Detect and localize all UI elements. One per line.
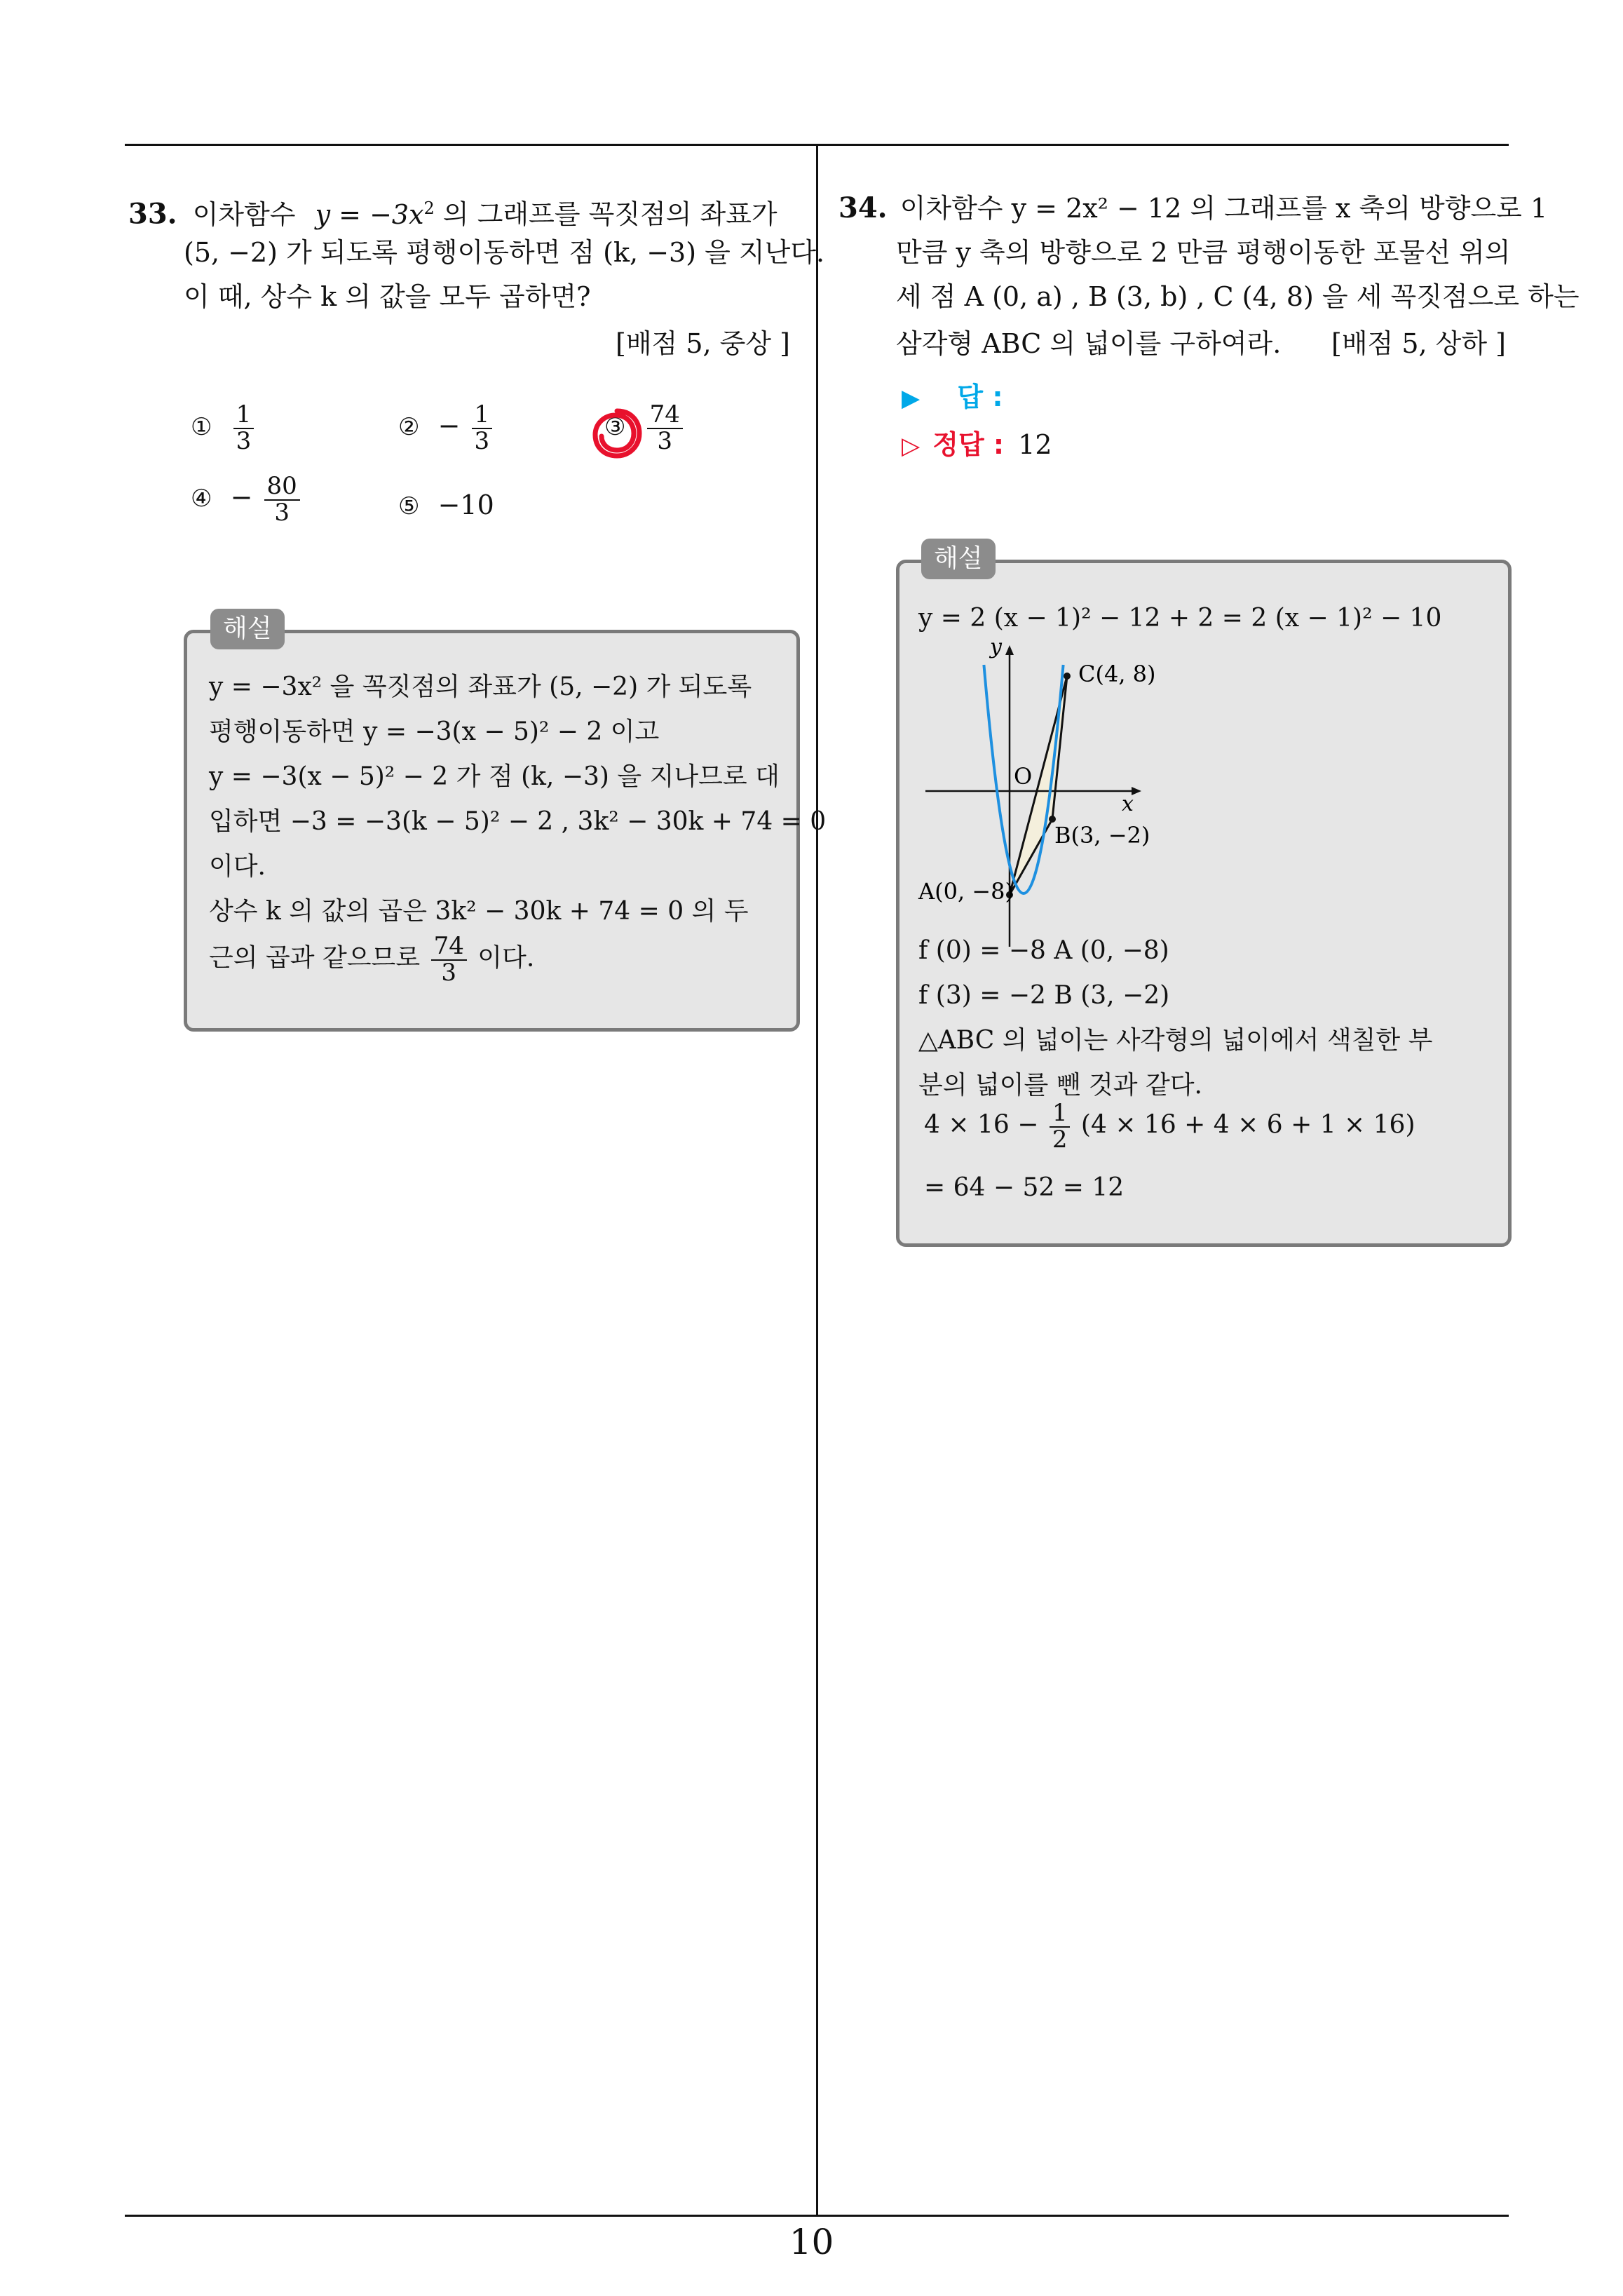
q34-correct-row [902, 422, 1052, 468]
q34-sol-fraction [1050, 1101, 1071, 1152]
q33-line1-a: 이차함수 [192, 198, 296, 230]
q34-correct-value: 12 [1018, 429, 1052, 460]
q34-sol-line6-a: 4 × 16 − [924, 1110, 1039, 1140]
choice-1-fraction [233, 400, 254, 455]
q34-line4 [896, 321, 1506, 366]
q33-sol-line5: 이다. [209, 852, 266, 881]
q34-correct-label: 정답 : [932, 429, 1005, 460]
q33-sol-line2: 평행이동하면 y = −3(x − 5)² − 2 이고 [209, 717, 660, 746]
q33-line3: 이 때, 상수 k 의 값을 모두 곱하면? [184, 281, 591, 312]
choice-3-den: 3 [657, 426, 673, 455]
y-axis-label: y [990, 638, 1002, 659]
q33-sol-line6: 상수 k 의 값의 곱은 3k² − 30k + 74 = 0 의 두 [209, 897, 749, 926]
x-axis-label: x [1122, 792, 1134, 816]
choice-4-den: 3 [274, 498, 290, 527]
choice-5-mark: ⑤ [398, 492, 420, 520]
correct-answer-circle-icon [589, 405, 645, 461]
q34-sol-line7: = 64 − 52 = 12 [924, 1173, 1125, 1202]
q34-answer-label[interactable]: 답 : [957, 381, 1003, 412]
choice-1[interactable] [191, 400, 257, 455]
q34-sol-line1: y = 2 (x − 1)² − 12 + 2 = 2 (x − 1)² − 10 [918, 604, 1442, 633]
column-divider [816, 144, 818, 2216]
q33-sol-frac-den: 3 [441, 958, 457, 987]
q33-sol-frac-num: 74 [431, 934, 467, 961]
point-c-label: C(4, 8) [1078, 661, 1156, 687]
choice-5[interactable] [398, 489, 494, 520]
choice-2-sign: − [437, 410, 461, 442]
q34-number: 34. [838, 191, 888, 224]
q33-solution-tag: 해설 [210, 609, 285, 649]
bottom-rule [125, 2215, 1509, 2217]
q33-sol-line7-b: 이다. [477, 943, 535, 973]
q34-answer-row [902, 374, 1003, 421]
choice-4-mark: ④ [191, 485, 212, 513]
q33-sol-line7 [209, 934, 534, 985]
q33-sol-line7-a: 근의 곱과 같으므로 [209, 943, 421, 973]
y-axis-arrow-icon [1005, 645, 1014, 655]
q34-line2: 만큼 y 축의 방향으로 2 만큼 평행이동한 포물선 위의 [896, 237, 1511, 268]
q33-score: [배점 5, 중상 ] [616, 328, 790, 359]
q33-sol-fraction [431, 934, 467, 985]
q33-sol-line4: 입하면 −3 = −3(k − 5)² − 2 , 3k² − 30k + 74 = 0 [209, 807, 827, 836]
choice-4-sign: − [230, 482, 253, 513]
q33-line2: (5, −2) 가 되도록 평행이동하면 점 (k, −3) 을 지난다. [184, 237, 825, 268]
choice-2-num: 1 [472, 403, 493, 429]
q34-solution-tag: 해설 [921, 539, 996, 579]
choice-3-num: 74 [647, 403, 683, 429]
choice-4-num: 80 [264, 474, 300, 501]
choice-4-fraction [264, 474, 300, 525]
q34-sol-line2: f (0) = −8 A (0, −8) [918, 936, 1169, 965]
point-c [1064, 673, 1071, 680]
q33-line1-b: y = −3x [315, 198, 424, 230]
q34-sol-line5: 분의 넓이를 뺀 것과 같다. [918, 1071, 1202, 1100]
choice-3-fraction [647, 400, 683, 455]
q34-sol-line3: f (3) = −2 B (3, −2) [918, 981, 1170, 1010]
page-number: 10 [789, 2222, 834, 2262]
q34-sol-frac-den: 2 [1052, 1125, 1068, 1154]
choice-1-mark: ① [191, 413, 212, 442]
q34-sol-line6 [924, 1101, 1415, 1152]
choice-3-mark: ③ [604, 413, 626, 442]
q34-sol-line4: △ABC 의 넓이는 사각형의 넓이에서 색칠한 부 [918, 1026, 1433, 1055]
q34-line4-text: 삼각형 ABC 의 넓이를 구하여라. [896, 328, 1282, 359]
q34-line1 [838, 186, 1547, 231]
q33-sol-line3: y = −3(x − 5)² − 2 가 점 (k, −3) 을 지나므로 대 [209, 762, 780, 791]
choice-1-num: 1 [233, 403, 254, 429]
parabola-graph [911, 638, 1178, 947]
choice-2-fraction [472, 400, 493, 455]
choice-5-value: −10 [437, 489, 494, 520]
q33-number: 33. [128, 197, 177, 231]
q33-line1-c: 의 그래프를 꼭짓점의 좌표가 [434, 198, 777, 230]
point-b-label: B(3, −2) [1054, 822, 1150, 849]
q34-sol-frac-num: 1 [1050, 1101, 1071, 1128]
point-a-label: A(0, −8) [918, 878, 1014, 905]
q34-sol-line6-b: (4 × 16 + 4 × 6 + 1 × 16) [1080, 1110, 1415, 1140]
choice-2-den: 3 [474, 426, 490, 455]
q34-score: [배점 5, 상하 ] [1331, 328, 1506, 359]
choice-2-mark: ② [398, 413, 420, 442]
choice-1-den: 3 [236, 426, 252, 455]
outline-arrow-icon: ▷ [902, 432, 921, 460]
q34-line3: 세 점 A (0, a) , B (3, b) , C (4, 8) 을 세 꼭짓점으로 하는 [896, 281, 1580, 312]
origin-label: O [1014, 763, 1033, 790]
q33-line1-sup: 2 [423, 198, 435, 218]
play-arrow-icon: ▶ [902, 384, 921, 412]
q33-sol-line1: y = −3x² 을 꼭짓점의 좌표가 (5, −2) 가 되도록 [209, 673, 752, 701]
choice-2[interactable] [398, 400, 495, 455]
choice-4[interactable] [191, 474, 303, 525]
q33-line1 [128, 186, 777, 237]
q34-line1-text: 이차함수 y = 2x² − 12 의 그래프를 x 축의 방향으로 1 [899, 193, 1548, 224]
